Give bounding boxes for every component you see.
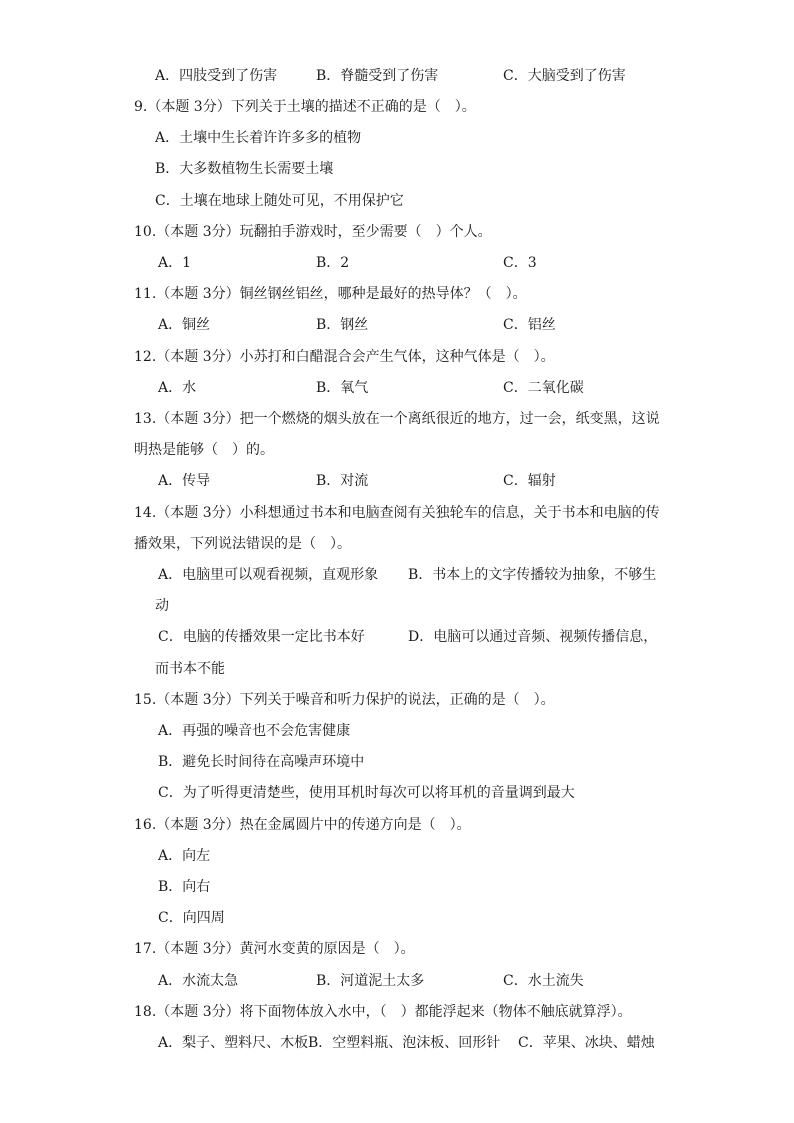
q13-stem-line-1: 13.（本题 3分）把一个燃烧的烟头放在一个离纸很近的地方，过一会，纸变黑，这说 xyxy=(134,411,660,427)
q14-option-d-line-1: D．电脑可以通过音频、视频传播信息， xyxy=(408,629,658,645)
q14-option-c: C．电脑的传播效果一定比书本好 xyxy=(158,629,365,645)
q11-option-a: A．铜丝 xyxy=(158,317,211,333)
q16-stem: 16.（本题 3分）热在金属圆片中的传递方向是（ ）。 xyxy=(134,817,471,833)
q18-option-a: A．梨子、塑料尺、木板 xyxy=(158,1035,309,1051)
q10-option-a: A．1 xyxy=(158,255,192,271)
q14-option-d-line-2: 而书本不能 xyxy=(155,661,225,677)
q10-option-c: C．3 xyxy=(503,255,537,271)
q9-option-c: C．土壤在地球上随处可见，不用保护它 xyxy=(155,193,404,209)
q8-option-b: B．脊髓受到了伤害 xyxy=(316,68,439,84)
q16-option-c: C．向四周 xyxy=(158,910,225,926)
q10-stem: 10.（本题 3分）玩翻拍手游戏时，至少需要（ ）个人。 xyxy=(134,224,492,240)
q17-option-a: A．水流太急 xyxy=(158,973,239,989)
q9-option-a: A．土壤中生长着许许多多的植物 xyxy=(155,130,362,146)
q18-stem: 18.（本题 3分）将下面物体放入水中，（ ）都能浮起来（物体不触底就算浮）。 xyxy=(134,1004,632,1020)
q14-option-a: A．电脑里可以观看视频，直观形象 xyxy=(158,567,379,583)
q14-option-b-line-2: 动 xyxy=(155,598,169,614)
q14-stem-line-1: 14.（本题 3分）小科想通过书本和电脑查阅有关独轮车的信息，关于书本和电脑的传 xyxy=(134,505,660,521)
q13-option-c: C．辐射 xyxy=(503,473,556,489)
q12-option-c: C．二氧化碳 xyxy=(503,380,584,396)
q13-option-a: A．传导 xyxy=(158,473,211,489)
q14-stem-line-2: 播效果，下列说法错误的是（ ）。 xyxy=(134,536,351,552)
q12-option-b: B．氧气 xyxy=(316,380,369,396)
q14-option-b-line-1: B．书本上的文字传播较为抽象，不够生 xyxy=(408,567,657,583)
q15-option-c: C．为了听得更清楚些，使用耳机时每次可以将耳机的音量调到最大 xyxy=(158,785,575,801)
q12-option-a: A．水 xyxy=(158,380,197,396)
q18-option-c: C．苹果、冰块、蜡烛 xyxy=(518,1035,655,1051)
q8-option-a: A．四肢受到了伤害 xyxy=(155,68,278,84)
q11-stem: 11.（本题 3分）铜丝钢丝铝丝，哪种是最好的热导体？（ ）。 xyxy=(134,286,527,302)
q9-stem: 9.（本题 3分）下列关于土壤的描述不正确的是（ ）。 xyxy=(134,99,476,115)
q16-option-a: A．向左 xyxy=(158,848,211,864)
q17-option-c: C．水土流失 xyxy=(503,973,584,989)
q15-option-a: A．再强的噪音也不会危害健康 xyxy=(158,723,351,739)
q11-option-b: B．钢丝 xyxy=(316,317,369,333)
q11-option-c: C．铝丝 xyxy=(503,317,556,333)
q15-option-b: B．避免长时间待在高噪声环境中 xyxy=(158,754,365,770)
q8-option-c: C．大脑受到了伤害 xyxy=(503,68,626,84)
q13-stem-line-2: 明热是能够（ ）的。 xyxy=(134,442,274,458)
q17-stem: 17.（本题 3分）黄河水变黄的原因是（ ）。 xyxy=(134,941,415,957)
q15-stem: 15.（本题 3分）下列关于噪音和听力保护的说法，正确的是（ ）。 xyxy=(134,692,555,708)
q9-option-b: B．大多数植物生长需要土壤 xyxy=(155,161,334,177)
q13-option-b: B．对流 xyxy=(316,473,369,489)
q10-option-b: B．2 xyxy=(316,255,350,271)
q16-option-b: B．向右 xyxy=(158,879,211,895)
q18-option-b: B．空塑料瓶、泡沫板、回形针 xyxy=(308,1035,501,1051)
q12-stem: 12.（本题 3分）小苏打和白醋混合会产生气体，这种气体是（ ）。 xyxy=(134,349,555,365)
q17-option-b: B．河道泥土太多 xyxy=(316,973,425,989)
